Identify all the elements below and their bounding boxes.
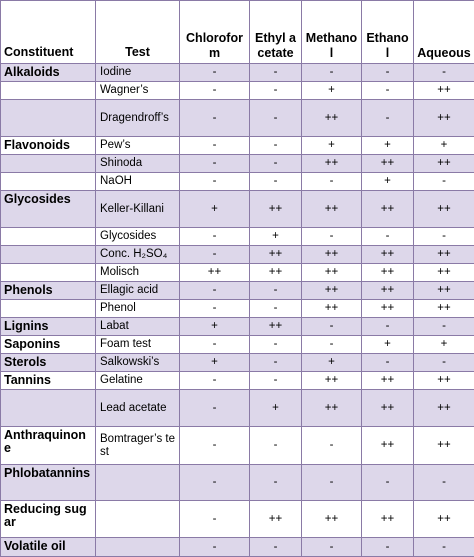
constituent-cell: Sterols (1, 354, 96, 372)
result-cell: - (250, 300, 302, 318)
result-cell: ++ (414, 390, 474, 427)
constituent-cell: Anthraquinone (1, 427, 96, 465)
result-cell: - (414, 538, 474, 557)
result-cell: - (362, 82, 414, 100)
constituent-cell (1, 264, 96, 282)
result-cell: ++ (302, 246, 362, 264)
table-row (1, 155, 474, 173)
result-cell: + (180, 191, 250, 228)
result-cell: - (302, 64, 362, 82)
result-cell: ++ (362, 246, 414, 264)
result-cell: - (180, 465, 250, 501)
result-cell: ++ (180, 264, 250, 282)
table-row (1, 354, 474, 372)
test-cell: Ellagic acid (96, 282, 180, 300)
result-cell: + (180, 354, 250, 372)
result-cell: ++ (250, 264, 302, 282)
result-cell: - (180, 64, 250, 82)
header-chloroform: Chloroform (180, 1, 250, 64)
header-test: Test (96, 1, 180, 64)
test-cell: NaOH (96, 173, 180, 191)
result-cell: + (362, 336, 414, 354)
table-row (1, 264, 474, 282)
result-cell: ++ (414, 155, 474, 173)
result-cell: - (302, 173, 362, 191)
table-row (1, 538, 474, 557)
result-cell: + (180, 318, 250, 336)
result-cell: ++ (302, 390, 362, 427)
result-cell: ++ (414, 264, 474, 282)
test-cell (96, 501, 180, 538)
header-row (1, 1, 474, 64)
test-cell: Molisch (96, 264, 180, 282)
test-cell: Gelatine (96, 372, 180, 390)
header-constituent: Constituent (1, 1, 96, 64)
test-cell (96, 538, 180, 557)
table-row (1, 300, 474, 318)
result-cell: - (180, 372, 250, 390)
result-cell: ++ (414, 427, 474, 465)
result-cell: - (180, 155, 250, 173)
result-cell: - (362, 354, 414, 372)
constituent-cell: Phlobatannins (1, 465, 96, 501)
constituent-cell: Glycosides (1, 191, 96, 228)
result-cell: ++ (302, 264, 362, 282)
constituent-cell (1, 390, 96, 427)
constituent-cell: Reducing sugar (1, 501, 96, 538)
result-cell: ++ (362, 501, 414, 538)
result-cell: - (250, 155, 302, 173)
test-cell: Keller-Killani (96, 191, 180, 228)
result-cell: + (414, 336, 474, 354)
test-cell: Iodine (96, 64, 180, 82)
result-cell: - (250, 137, 302, 155)
result-cell: - (180, 228, 250, 246)
result-cell: - (180, 246, 250, 264)
test-cell: Labat (96, 318, 180, 336)
result-cell: - (250, 427, 302, 465)
result-cell: - (250, 82, 302, 100)
result-cell: ++ (302, 501, 362, 538)
result-cell: ++ (250, 501, 302, 538)
result-cell: + (362, 173, 414, 191)
result-cell: - (414, 354, 474, 372)
result-cell: + (302, 82, 362, 100)
result-cell: - (362, 100, 414, 137)
test-cell: Phenol (96, 300, 180, 318)
result-cell: ++ (302, 100, 362, 137)
result-cell: - (250, 354, 302, 372)
result-cell: ++ (250, 246, 302, 264)
constituent-cell: Lignins (1, 318, 96, 336)
table-row (1, 390, 474, 427)
result-cell: ++ (302, 300, 362, 318)
result-cell: - (362, 538, 414, 557)
result-cell: ++ (302, 282, 362, 300)
constituent-cell: Phenols (1, 282, 96, 300)
result-cell: + (414, 137, 474, 155)
result-cell: - (180, 427, 250, 465)
result-cell: - (180, 137, 250, 155)
result-cell: - (362, 465, 414, 501)
result-cell: - (302, 465, 362, 501)
result-cell: - (302, 318, 362, 336)
result-cell: ++ (302, 372, 362, 390)
result-cell: - (180, 300, 250, 318)
result-cell: ++ (250, 318, 302, 336)
result-cell: ++ (302, 155, 362, 173)
test-cell: Lead acetate (96, 390, 180, 427)
result-cell: - (250, 100, 302, 137)
result-cell: ++ (414, 191, 474, 228)
header-ethyl-acetate: Ethyl acetate (250, 1, 302, 64)
result-cell: ++ (362, 372, 414, 390)
table-row (1, 501, 474, 538)
result-cell: ++ (414, 300, 474, 318)
result-cell: - (362, 318, 414, 336)
test-cell: Wagner’s (96, 82, 180, 100)
table-row (1, 372, 474, 390)
result-cell: ++ (302, 191, 362, 228)
result-cell: - (362, 64, 414, 82)
result-cell: - (250, 336, 302, 354)
table-row (1, 173, 474, 191)
table-row (1, 246, 474, 264)
result-cell: - (250, 538, 302, 557)
constituent-cell (1, 155, 96, 173)
result-cell: - (250, 173, 302, 191)
header-methanol: Methanol (302, 1, 362, 64)
result-cell: - (180, 82, 250, 100)
result-cell: - (180, 100, 250, 137)
result-cell: + (302, 137, 362, 155)
result-cell: - (302, 427, 362, 465)
table-row (1, 282, 474, 300)
result-cell: - (180, 538, 250, 557)
result-cell: ++ (414, 282, 474, 300)
test-cell: Pew’s (96, 137, 180, 155)
constituent-cell: Saponins (1, 336, 96, 354)
result-cell: - (414, 465, 474, 501)
result-cell: - (180, 390, 250, 427)
constituent-cell (1, 228, 96, 246)
result-cell: - (180, 282, 250, 300)
result-cell: - (180, 501, 250, 538)
table-row (1, 64, 474, 82)
test-cell: Bomtrager’s test (96, 427, 180, 465)
header-ethanol: Ethanol (362, 1, 414, 64)
constituent-cell (1, 100, 96, 137)
table-row (1, 318, 474, 336)
result-cell: - (180, 173, 250, 191)
table-row (1, 336, 474, 354)
constituent-cell (1, 246, 96, 264)
test-cell: Conc. H₂SO₄ (96, 246, 180, 264)
result-cell: - (414, 173, 474, 191)
table-row (1, 228, 474, 246)
result-cell: - (180, 336, 250, 354)
test-cell: Glycosides (96, 228, 180, 246)
test-cell: Foam test (96, 336, 180, 354)
result-cell: + (250, 390, 302, 427)
table-row (1, 427, 474, 465)
result-cell: ++ (362, 427, 414, 465)
result-cell: - (250, 64, 302, 82)
result-cell: ++ (414, 501, 474, 538)
result-cell: - (302, 228, 362, 246)
result-cell: - (362, 228, 414, 246)
test-cell: Salkowski’s (96, 354, 180, 372)
result-cell: + (302, 354, 362, 372)
result-cell: ++ (414, 246, 474, 264)
result-cell: ++ (362, 300, 414, 318)
constituent-cell (1, 82, 96, 100)
constituent-cell: Tannins (1, 372, 96, 390)
table-row (1, 82, 474, 100)
constituent-cell (1, 300, 96, 318)
constituent-cell (1, 173, 96, 191)
result-cell: - (302, 336, 362, 354)
result-cell: - (414, 64, 474, 82)
header-aqueous: Aqueous (414, 1, 474, 64)
result-cell: ++ (250, 191, 302, 228)
result-cell: - (414, 318, 474, 336)
result-cell: ++ (414, 82, 474, 100)
result-cell: - (250, 372, 302, 390)
table-row (1, 191, 474, 228)
constituent-cell: Volatile oil (1, 538, 96, 557)
result-cell: ++ (362, 155, 414, 173)
result-cell: ++ (414, 100, 474, 137)
result-cell: ++ (414, 372, 474, 390)
result-cell: - (414, 228, 474, 246)
result-cell: - (250, 465, 302, 501)
constituent-cell: Flavonoids (1, 137, 96, 155)
table-row (1, 137, 474, 155)
test-cell (96, 465, 180, 501)
result-cell: ++ (362, 191, 414, 228)
test-cell: Shinoda (96, 155, 180, 173)
result-cell: ++ (362, 282, 414, 300)
test-cell: Dragendroff’s (96, 100, 180, 137)
table-row (1, 100, 474, 137)
result-cell: - (302, 538, 362, 557)
result-cell: ++ (362, 390, 414, 427)
table-row (1, 465, 474, 501)
result-cell: ++ (362, 264, 414, 282)
constituent-cell: Alkaloids (1, 64, 96, 82)
result-cell: + (250, 228, 302, 246)
result-cell: - (250, 282, 302, 300)
result-cell: + (362, 137, 414, 155)
